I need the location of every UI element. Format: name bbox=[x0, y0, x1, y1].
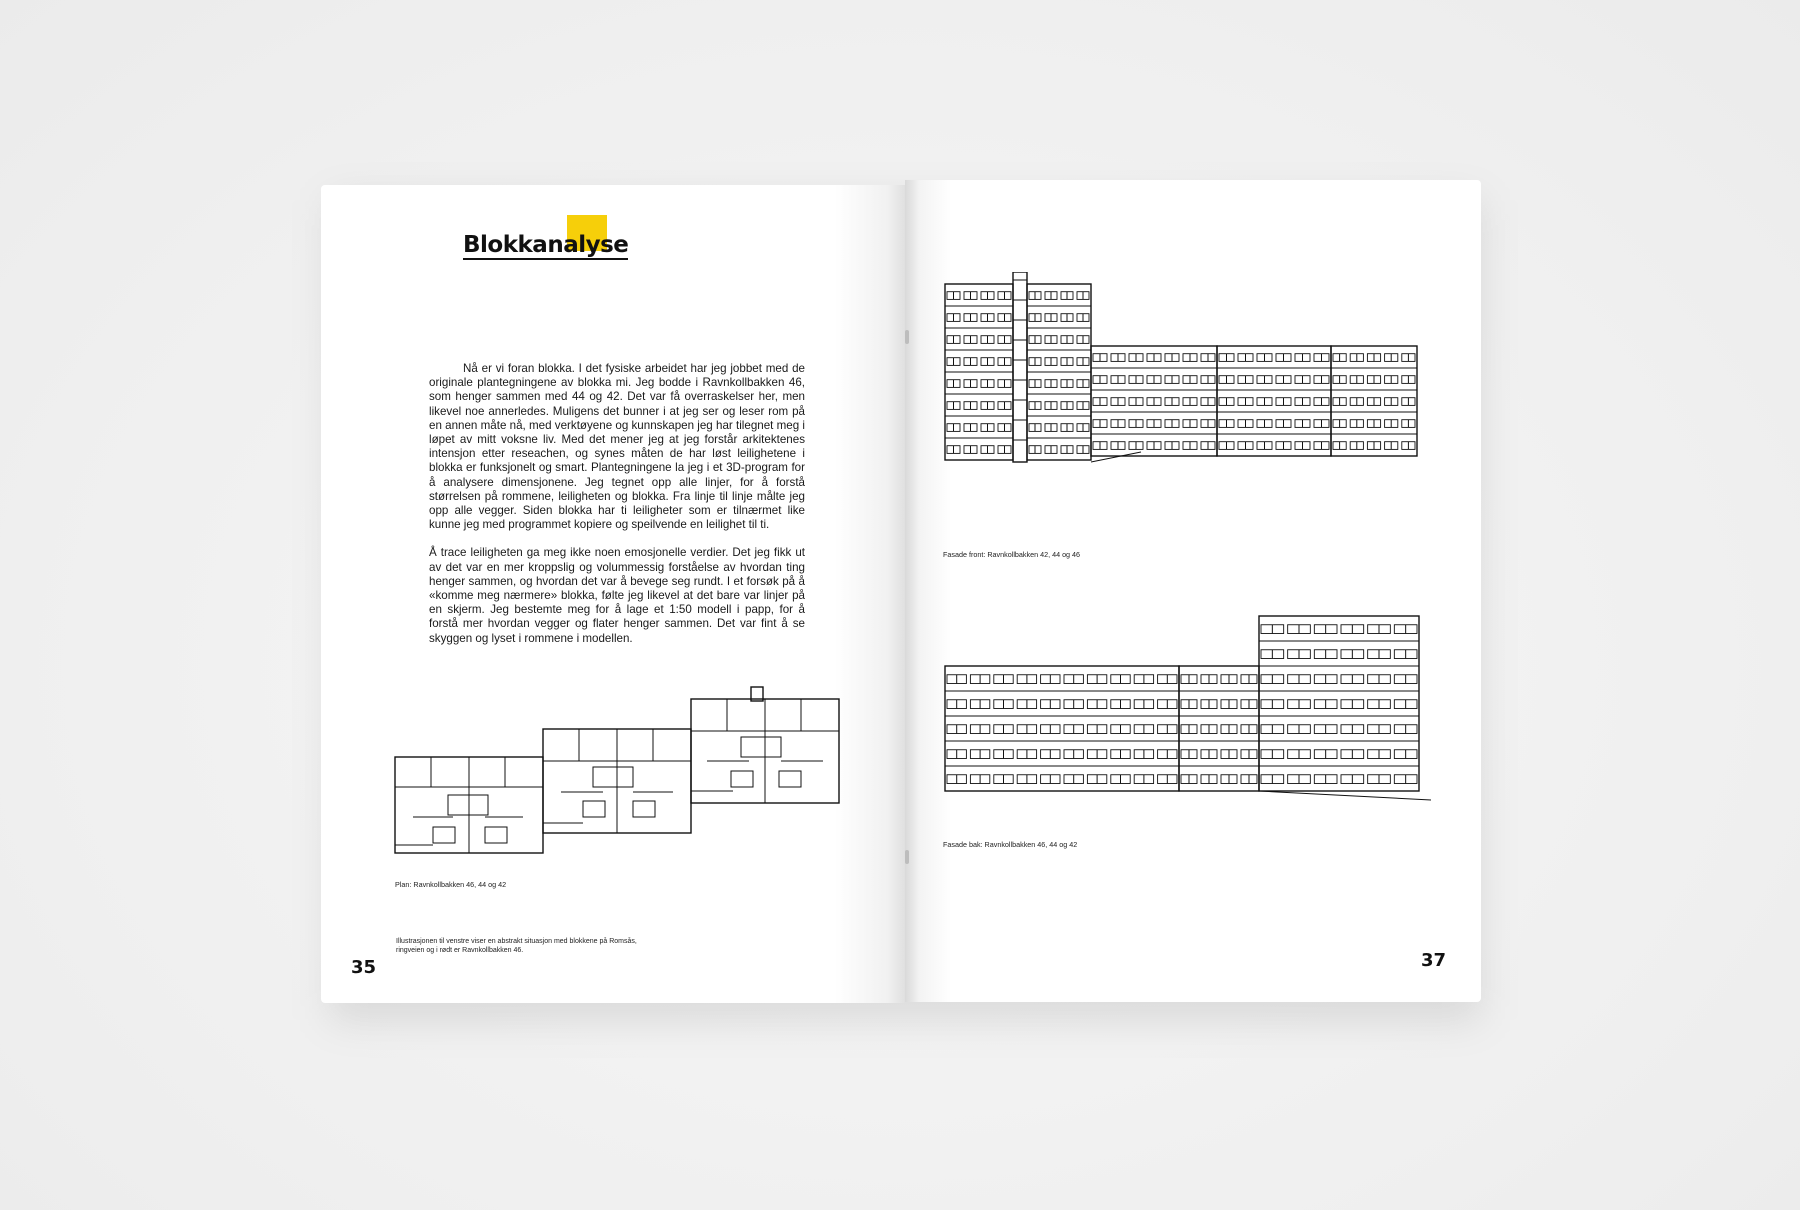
paragraph-1: Nå er vi foran blokka. I det fysiske arbeidet har jeg jobbet med de originale plantegningene av blokka mi. Jeg bodde i Ravnkollbakken 46, som henger sammen med 44 og 42. Det var få overraskelser her, men likevel noe annerledes. Muligens det bunner i at jeg ser og leser rom på en annen måte nå, med verktøyene og kunnskapen jeg har tilegnet meg i løpet av mitt voksne liv. Med det mener jeg at jeg forstår arkitektenes intensjon etter reseachen, og synes måten de har løst leilighetene i blokka er funksjonelt og smart. Plantegningene la jeg i et 3D-program for å analysere dimensjonene. Jeg tegnet opp alle linjer, for å forstå størrelsen på rommene, leiligheten og blokka. Fra linje til linje målte jeg opp alle vegger. Siden blokka har ti leiligheter som er tilnærmet like kunne jeg med programmet kopiere og speilvende en leilighet til ti. bbox=[429, 362, 805, 532]
front-block-low-b bbox=[1217, 346, 1331, 456]
front-block-left bbox=[945, 284, 1013, 460]
back-facade-caption: Fasade bak: Ravnkollbakken 46, 44 og 42 bbox=[943, 840, 1078, 849]
front-facade-caption: Fasade front: Ravnkollbakken 42, 44 og 46 bbox=[943, 550, 1081, 559]
page-number-right: 37 bbox=[1421, 950, 1447, 971]
title-block bbox=[463, 232, 628, 260]
back-block-mid bbox=[1179, 666, 1259, 791]
plan-block-44 bbox=[543, 729, 691, 833]
back-block-tower bbox=[1259, 616, 1419, 791]
footnote: Illustrasjonen til venstre viser en abstrakt situasjon med blokkene på Romsås, ringveien og i rødt er Ravnkollbakken 46. bbox=[396, 938, 637, 954]
right-page bbox=[905, 180, 1481, 1002]
front-block-mid bbox=[1027, 284, 1091, 460]
plan-caption: Plan: Ravnkollbakken 46, 44 og 42 bbox=[395, 880, 507, 889]
staple-bottom bbox=[905, 850, 909, 864]
plan-block-46 bbox=[395, 757, 543, 853]
plan-block-42 bbox=[691, 687, 839, 803]
body-text bbox=[429, 362, 805, 660]
floor-plan-drawing bbox=[393, 677, 863, 877]
page-title: Blokkanalyse bbox=[463, 232, 629, 258]
back-facade-drawing bbox=[941, 610, 1431, 820]
back-ground-line bbox=[1259, 791, 1431, 800]
staple-top bbox=[905, 330, 909, 344]
paragraph-2: Å trace leiligheten ga meg ikke noen emosjonelle verdier. Det jeg fikk ut av det var en mer kroppslig og volummessig forståelse av hvordan ting henger sammen, og hvordan det var å bevege seg rundt. I et forsøk på å «komme meg nærmere» blokka, følte jeg likevel at det bare var linjer på en skjerm. Jeg bestemte meg for å lage et 1:50 modell i papp, for å forstå mer hvordan vegger og flater henger sammen. Det var fint å se skyggen og lyset i rommene i modellen. bbox=[429, 546, 805, 645]
front-ground-line bbox=[1091, 452, 1141, 462]
left-page bbox=[321, 185, 905, 1003]
back-block-low bbox=[945, 666, 1179, 791]
front-facade-drawing bbox=[941, 272, 1431, 472]
front-block-low-a bbox=[1091, 346, 1217, 456]
front-block-low-c bbox=[1331, 346, 1417, 456]
page-number-left: 35 bbox=[351, 957, 377, 978]
